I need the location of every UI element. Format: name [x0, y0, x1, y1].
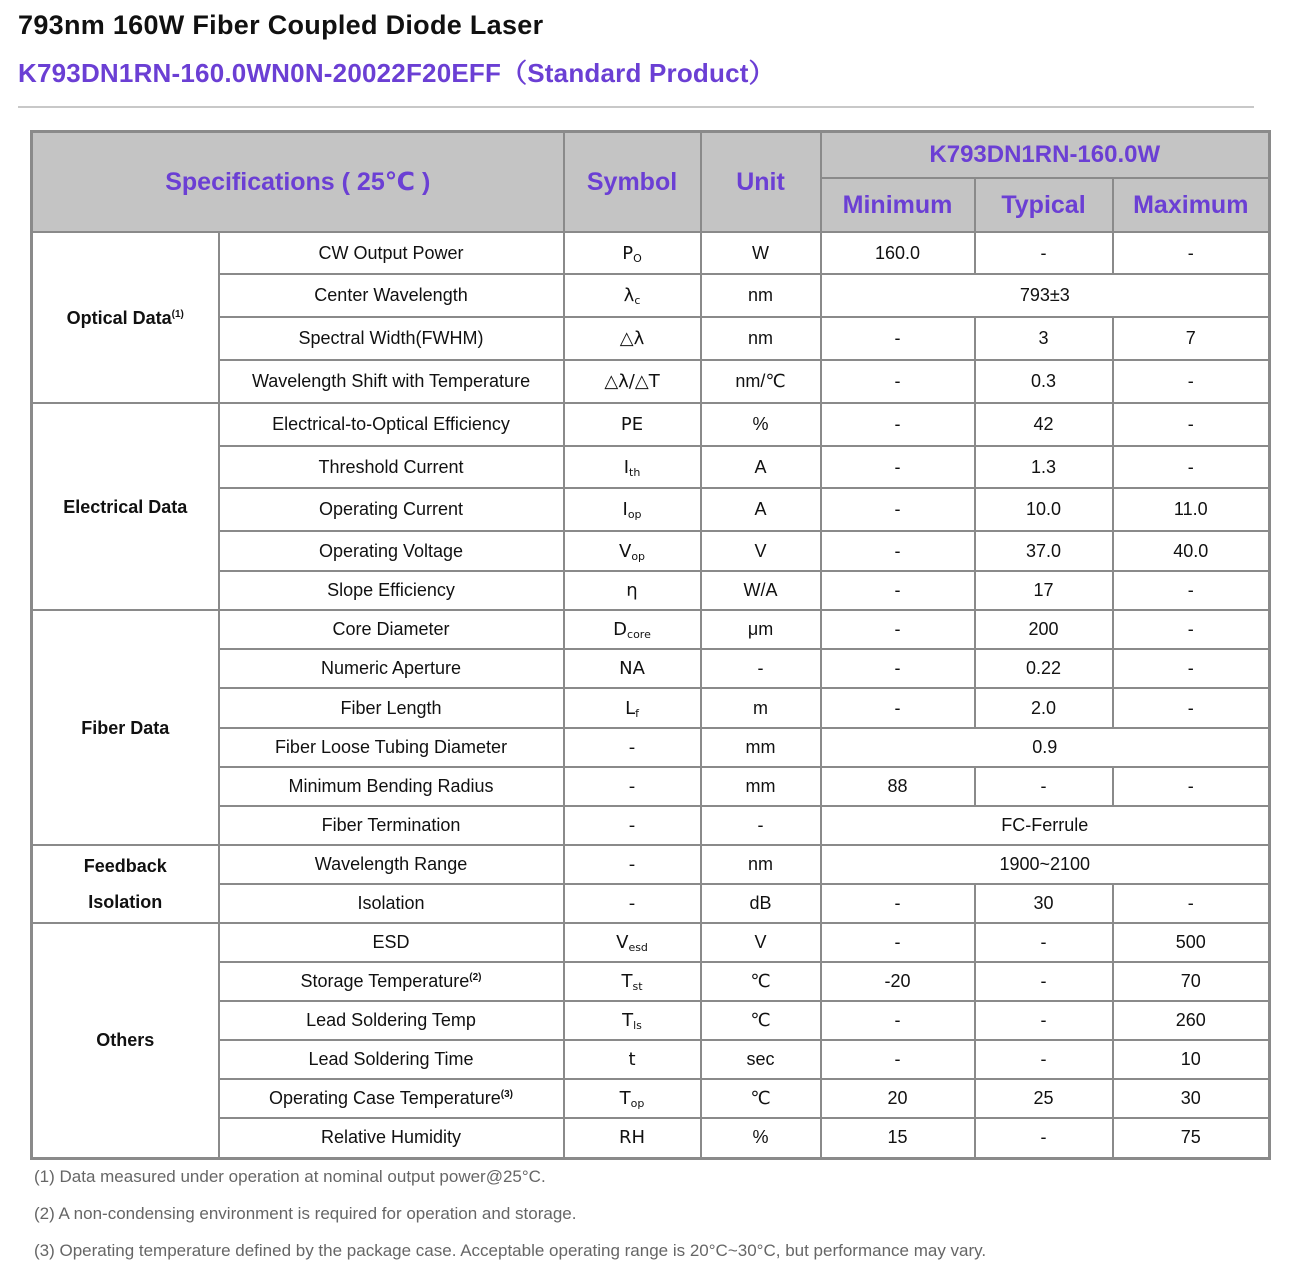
- cell-maximum: 70: [1113, 962, 1270, 1001]
- cell-minimum: -: [821, 923, 975, 962]
- cell-typical: 0.3: [975, 360, 1113, 403]
- symbol-main: PE: [620, 414, 644, 435]
- cell-unit: V: [701, 923, 821, 962]
- footnote-1: (1) Data measured under operation at nominal output power@25°C.: [34, 1167, 546, 1186]
- group-label: Fiber Data: [81, 717, 170, 738]
- header-typical: Typical: [975, 178, 1113, 232]
- cell-unit: mm: [701, 767, 821, 806]
- cell-symbol: [564, 1040, 701, 1079]
- symbol-subscript: f: [635, 706, 639, 720]
- cell-unit: W/A: [701, 571, 821, 610]
- header-divider: [18, 106, 1254, 108]
- symbol-main: L: [625, 697, 636, 719]
- header-symbol: Symbol: [564, 132, 701, 233]
- symbol-main: -: [628, 776, 636, 797]
- cell-unit: nm: [701, 274, 821, 317]
- cell-parameter: [219, 845, 564, 884]
- symbol-subscript: op: [627, 508, 642, 521]
- cell-maximum: 500: [1113, 923, 1270, 962]
- parameter-label: Operating Case Temperature: [268, 1088, 501, 1108]
- cell-minimum: 160.0: [821, 232, 975, 274]
- cell-typical: -: [975, 232, 1113, 274]
- parameter-label: Minimum Bending Radius: [288, 776, 494, 796]
- cell-maximum: -: [1113, 360, 1270, 403]
- cell-parameter: [219, 728, 564, 767]
- cell-symbol: [564, 962, 701, 1001]
- cell-unit: ℃: [701, 1079, 821, 1118]
- cell-minimum: -: [821, 531, 975, 571]
- cell-unit: A: [701, 488, 821, 531]
- cell-symbol: [564, 806, 701, 845]
- cell-parameter: [219, 688, 564, 728]
- cell-typical: 1.3: [975, 446, 1113, 488]
- cell-typical: 0.22: [975, 649, 1113, 688]
- cell-parameter: [219, 1040, 564, 1079]
- cell-maximum: 11.0: [1113, 488, 1270, 531]
- symbol-main: η: [626, 580, 638, 601]
- cell-parameter: [219, 767, 564, 806]
- cell-parameter: [219, 232, 564, 274]
- parameter-label: Slope Efficiency: [327, 580, 455, 600]
- parameter-label: Operating Voltage: [318, 540, 464, 561]
- cell-minimum: -: [821, 1001, 975, 1040]
- footnotes: [34, 1166, 1284, 1277]
- header-unit: Unit: [701, 132, 821, 233]
- cell-parameter: [219, 1118, 564, 1158]
- cell-value-span: 0.9: [821, 728, 1270, 767]
- cell-typical: 10.0: [975, 488, 1113, 531]
- parameter-label: Operating Current: [318, 499, 464, 519]
- parameter-label: CW Output Power: [318, 242, 464, 263]
- cell-unit: ℃: [701, 1001, 821, 1040]
- cell-symbol: [564, 923, 701, 962]
- cell-typical: 42: [975, 403, 1113, 446]
- cell-parameter: [219, 884, 564, 923]
- cell-typical: 25: [975, 1079, 1113, 1118]
- cell-unit: %: [701, 403, 821, 446]
- parameter-label: Fiber Length: [340, 697, 442, 718]
- parameter-label: Fiber Loose Tubing Diameter: [274, 737, 508, 757]
- parameter-label: Wavelength Shift with Temperature: [251, 371, 531, 391]
- symbol-subscript: ls: [633, 1019, 642, 1032]
- group-electrical-data: [32, 403, 219, 610]
- symbol-main: t: [628, 1049, 636, 1070]
- cell-symbol: [564, 728, 701, 767]
- cell-typical: -: [975, 1118, 1113, 1158]
- cell-symbol: [564, 1079, 701, 1118]
- cell-maximum: -: [1113, 610, 1270, 649]
- symbol-main: T: [619, 1088, 631, 1109]
- cell-unit: nm: [701, 317, 821, 360]
- table-row: [32, 610, 1270, 649]
- cell-parameter: [219, 806, 564, 845]
- cell-value-span: 1900~2100: [821, 845, 1270, 884]
- parameter-label: Lead Soldering Time: [308, 1049, 474, 1069]
- cell-maximum: -: [1113, 232, 1270, 274]
- symbol-main: λ: [623, 285, 635, 306]
- parameter-label: Fiber Termination: [321, 815, 461, 835]
- cell-typical: -: [975, 1040, 1113, 1079]
- cell-unit: nm: [701, 845, 821, 884]
- cell-unit: dB: [701, 884, 821, 923]
- specifications-table: [30, 130, 1271, 1160]
- symbol-main: T: [621, 971, 633, 992]
- cell-parameter: [219, 610, 564, 649]
- symbol-main: T: [622, 1010, 634, 1031]
- cell-symbol: [564, 884, 701, 923]
- cell-maximum: 10: [1113, 1040, 1270, 1079]
- cell-parameter: [219, 317, 564, 360]
- cell-parameter: [219, 531, 564, 571]
- group-label: Optical Data: [66, 307, 172, 328]
- cell-minimum: -: [821, 1040, 975, 1079]
- cell-parameter: [219, 571, 564, 610]
- parameter-label: Numeric Aperture: [320, 658, 462, 678]
- symbol-main: V: [616, 932, 629, 953]
- group-optical-data: [32, 232, 219, 403]
- symbol-subscript: O: [633, 251, 642, 265]
- cell-symbol: [564, 446, 701, 488]
- cell-unit: -: [701, 806, 821, 845]
- cell-parameter: [219, 274, 564, 317]
- cell-typical: -: [975, 767, 1113, 806]
- table-row: [32, 845, 1270, 884]
- cell-minimum: 20: [821, 1079, 975, 1118]
- parameter-label: Wavelength Range: [314, 854, 468, 874]
- cell-symbol: [564, 571, 701, 610]
- cell-symbol: [564, 649, 701, 688]
- symbol-main: -: [628, 815, 636, 836]
- cell-minimum: -: [821, 403, 975, 446]
- cell-typical: -: [975, 1001, 1113, 1040]
- cell-minimum: -: [821, 360, 975, 403]
- parameter-label: ESD: [372, 932, 410, 952]
- cell-parameter: [219, 923, 564, 962]
- cell-value-span: FC-Ferrule: [821, 806, 1270, 845]
- symbol-main: I: [623, 456, 630, 478]
- cell-symbol: [564, 1118, 701, 1158]
- cell-typical: 2.0: [975, 688, 1113, 728]
- group-label-line: Feedback: [83, 856, 167, 876]
- cell-unit: -: [701, 649, 821, 688]
- cell-maximum: 40.0: [1113, 531, 1270, 571]
- symbol-subscript: esd: [628, 941, 648, 954]
- header-model: K793DN1RN-160.0W: [821, 132, 1270, 179]
- cell-symbol: [564, 360, 701, 403]
- cell-unit: nm/℃: [701, 360, 821, 403]
- table-row: [32, 232, 1270, 274]
- cell-minimum: -: [821, 884, 975, 923]
- cell-minimum: -: [821, 446, 975, 488]
- cell-minimum: -: [821, 571, 975, 610]
- group-label: Electrical Data: [63, 496, 188, 517]
- cell-symbol: [564, 688, 701, 728]
- cell-minimum: -: [821, 317, 975, 360]
- symbol-subscript: core: [627, 628, 651, 641]
- cell-unit: μm: [701, 610, 821, 649]
- group-fiber-data: [32, 610, 219, 845]
- cell-symbol: [564, 610, 701, 649]
- group-others: [32, 923, 219, 1158]
- symbol-subscript: op: [630, 1097, 645, 1110]
- cell-unit: ℃: [701, 962, 821, 1001]
- cell-maximum: -: [1113, 649, 1270, 688]
- cell-typical: -: [975, 962, 1113, 1001]
- cell-symbol: [564, 845, 701, 884]
- cell-unit: m: [701, 688, 821, 728]
- cell-unit: %: [701, 1118, 821, 1158]
- table-row: [32, 403, 1270, 446]
- cell-maximum: -: [1113, 688, 1270, 728]
- cell-typical: 3: [975, 317, 1113, 360]
- parameter-label: Storage Temperature: [300, 971, 470, 991]
- cell-symbol: [564, 767, 701, 806]
- header-minimum: Minimum: [821, 178, 975, 232]
- product-model-subtitle: K793DN1RN-160.0WN0N-20022F20EFF（Standard Product）: [18, 58, 775, 88]
- cell-unit: sec: [701, 1040, 821, 1079]
- table-body: [32, 232, 1270, 1158]
- header-maximum: Maximum: [1113, 178, 1270, 232]
- cell-maximum: 260: [1113, 1001, 1270, 1040]
- cell-minimum: -: [821, 488, 975, 531]
- symbol-main: -: [628, 893, 636, 914]
- parameter-label: Center Wavelength: [314, 285, 468, 305]
- cell-parameter: [219, 446, 564, 488]
- symbol-main: △λ/△T: [604, 371, 660, 392]
- cell-parameter: [219, 1079, 564, 1118]
- group-feedback-isolation: [32, 845, 219, 923]
- footnote-3: (3) Operating temperature defined by the package case. Acceptable operating range is 20°C~30°C, but performance may vary.: [34, 1241, 987, 1260]
- cell-parameter: [219, 360, 564, 403]
- footnote-ref: (3): [500, 1089, 514, 1100]
- cell-typical: 17: [975, 571, 1113, 610]
- cell-parameter: [219, 488, 564, 531]
- cell-maximum: 75: [1113, 1118, 1270, 1158]
- footnote-ref: (1): [171, 308, 184, 320]
- symbol-main: -: [628, 737, 636, 758]
- symbol-subscript: op: [631, 549, 646, 563]
- page-title: 793nm 160W Fiber Coupled Diode Laser: [18, 10, 544, 40]
- parameter-label: Relative Humidity: [320, 1127, 462, 1148]
- cell-symbol: [564, 531, 701, 571]
- symbol-subscript: st: [632, 980, 643, 993]
- cell-symbol: [564, 1001, 701, 1040]
- parameter-label: Core Diameter: [332, 619, 450, 639]
- cell-maximum: -: [1113, 571, 1270, 610]
- cell-maximum: 30: [1113, 1079, 1270, 1118]
- parameter-label: Spectral Width(FWHM): [298, 328, 484, 348]
- cell-maximum: -: [1113, 446, 1270, 488]
- cell-minimum: 88: [821, 767, 975, 806]
- symbol-main: △λ: [619, 328, 645, 349]
- cell-symbol: [564, 232, 701, 274]
- cell-minimum: 15: [821, 1118, 975, 1158]
- group-label: Others: [96, 1030, 155, 1051]
- symbol-subscript: c: [634, 294, 641, 307]
- parameter-label: Threshold Current: [318, 456, 464, 477]
- cell-maximum: -: [1113, 884, 1270, 923]
- cell-parameter: [219, 403, 564, 446]
- symbol-subscript: th: [629, 465, 641, 479]
- cell-typical: 200: [975, 610, 1113, 649]
- footnote-2: (2) A non-condensing environment is required for operation and storage.: [34, 1204, 577, 1223]
- cell-typical: 37.0: [975, 531, 1113, 571]
- header-specifications: Specifications ( 25℃ ): [32, 132, 564, 233]
- cell-maximum: 7: [1113, 317, 1270, 360]
- cell-parameter: [219, 1001, 564, 1040]
- cell-minimum: -: [821, 688, 975, 728]
- cell-typical: 30: [975, 884, 1113, 923]
- cell-minimum: -: [821, 649, 975, 688]
- cell-symbol: [564, 274, 701, 317]
- cell-symbol: [564, 488, 701, 531]
- symbol-main: RH: [618, 1127, 646, 1149]
- cell-minimum: -: [821, 610, 975, 649]
- symbol-main: -: [628, 854, 636, 875]
- cell-parameter: [219, 649, 564, 688]
- symbol-main: NA: [619, 658, 645, 679]
- cell-unit: V: [701, 531, 821, 571]
- cell-parameter: [219, 962, 564, 1001]
- symbol-main: P: [622, 242, 634, 264]
- symbol-main: I: [622, 499, 628, 520]
- parameter-label: Lead Soldering Temp: [306, 1010, 476, 1030]
- group-label-line: Isolation: [88, 892, 163, 912]
- cell-unit: A: [701, 446, 821, 488]
- parameter-label: Electrical-to-Optical Efficiency: [272, 414, 510, 434]
- cell-typical: -: [975, 923, 1113, 962]
- cell-value-span: 793±3: [821, 274, 1270, 317]
- symbol-main: D: [613, 619, 628, 640]
- cell-maximum: -: [1113, 767, 1270, 806]
- cell-symbol: [564, 317, 701, 360]
- cell-unit: mm: [701, 728, 821, 767]
- table-row: [32, 923, 1270, 962]
- parameter-label: Isolation: [357, 893, 425, 913]
- cell-symbol: [564, 403, 701, 446]
- footnote-ref: (2): [469, 972, 482, 983]
- cell-minimum: -20: [821, 962, 975, 1001]
- symbol-main: V: [618, 540, 632, 562]
- cell-unit: W: [701, 232, 821, 274]
- cell-maximum: -: [1113, 403, 1270, 446]
